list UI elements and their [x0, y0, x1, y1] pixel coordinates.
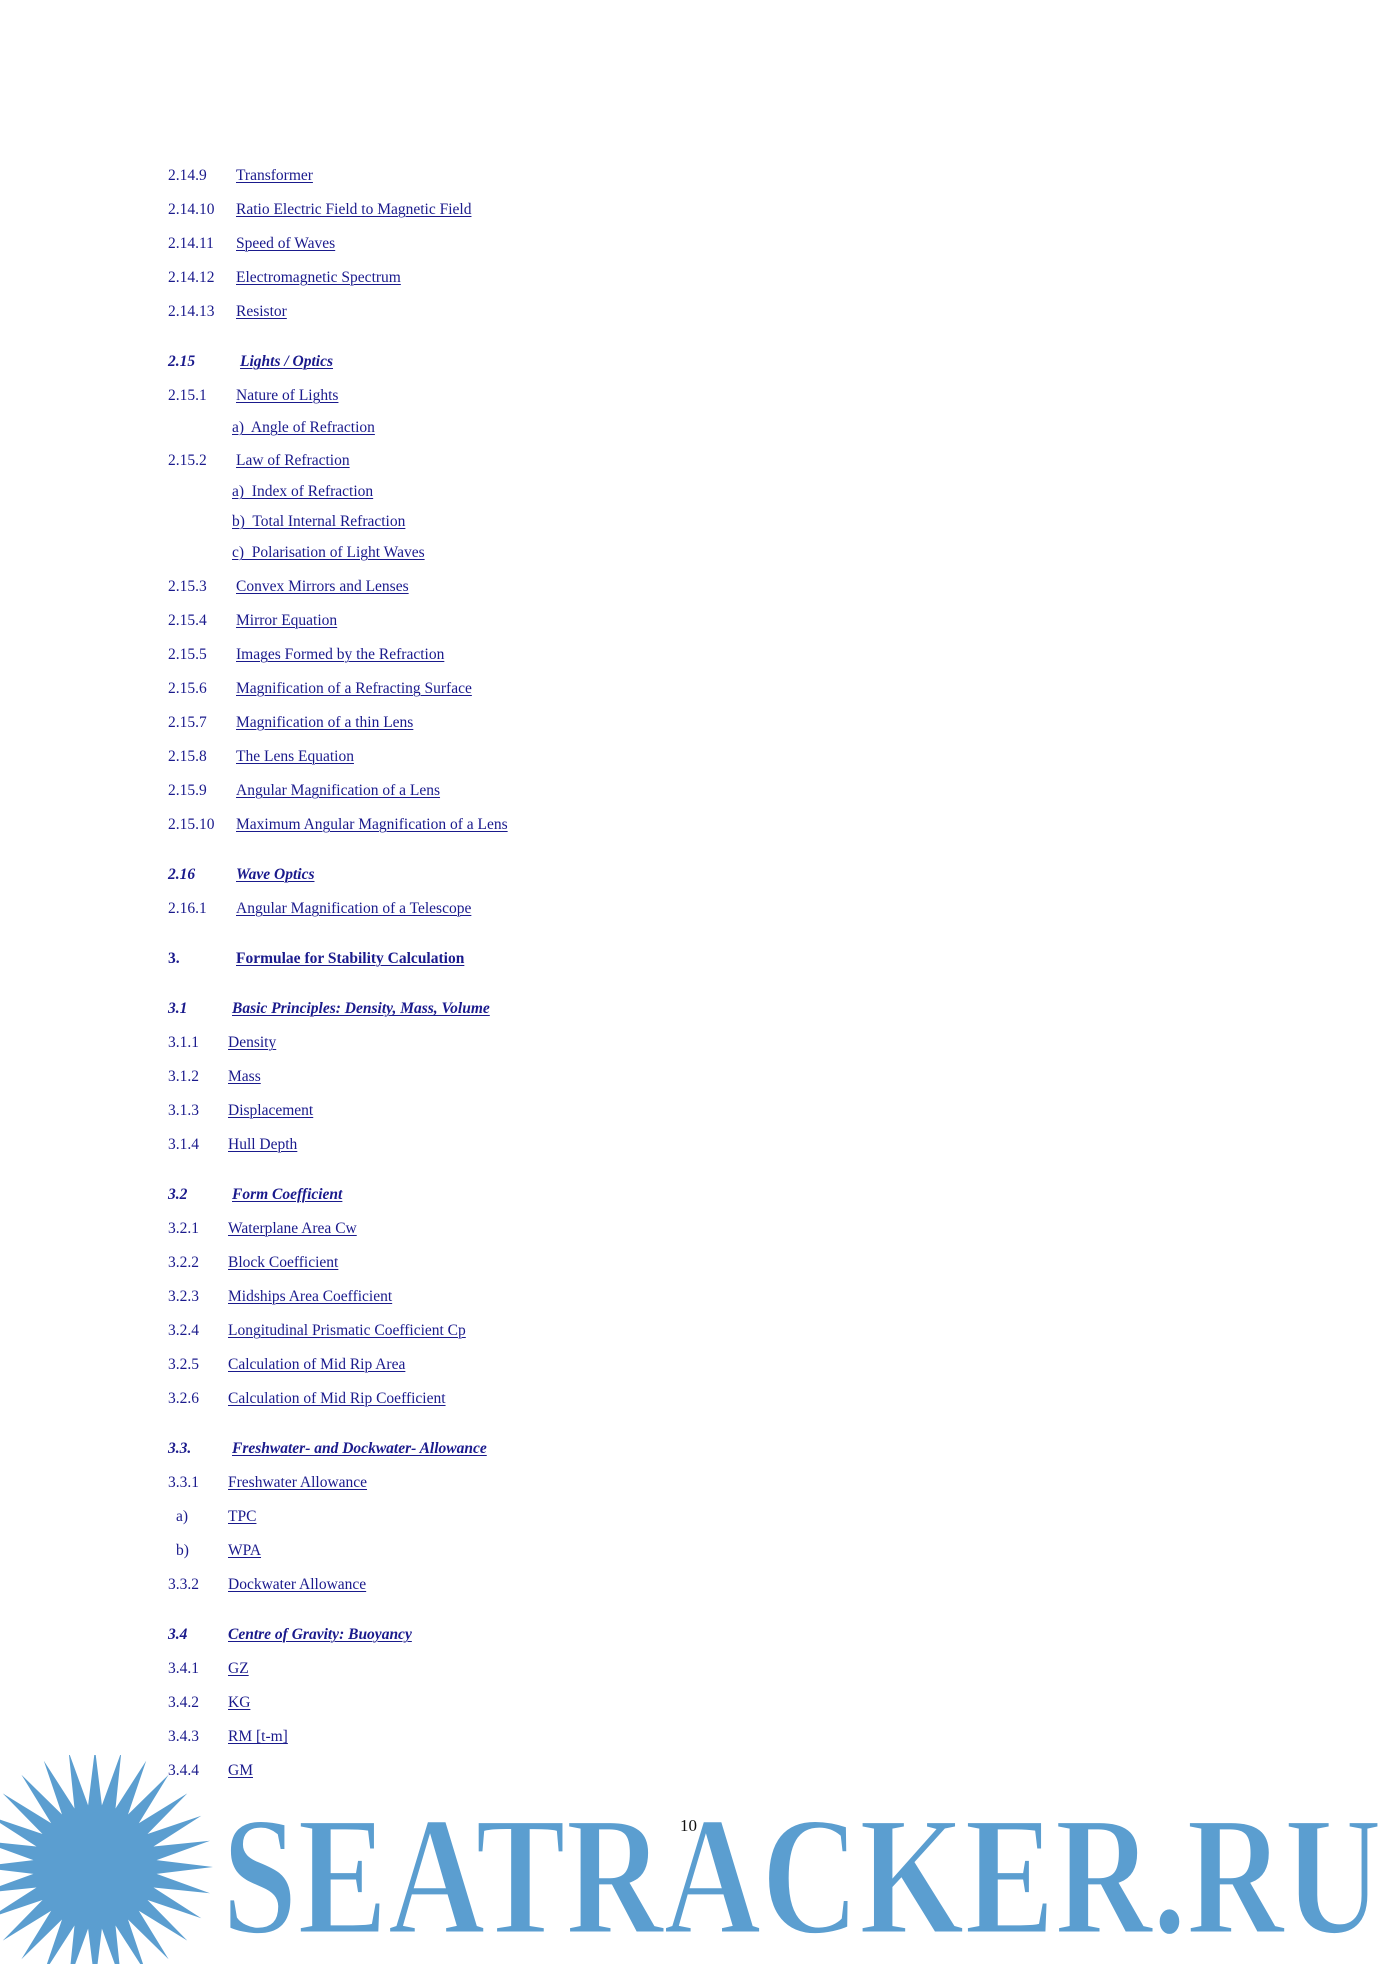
toc-entry-link[interactable]: [168, 268, 401, 288]
toc-entry-number: 3.: [168, 950, 180, 967]
toc-entry-number: 3.4.3: [168, 1728, 199, 1745]
toc-entry-number: 3.2: [168, 1186, 188, 1203]
toc-entry-number: 2.14.11: [168, 235, 214, 252]
toc-entry-number: 2.14.13: [168, 303, 215, 320]
toc-entry-title: Basic Principles: Density, Mass, Volume: [232, 1000, 490, 1017]
toc-entry-number: 3.2.1: [168, 1220, 199, 1237]
toc-entry-title: Hull Depth: [228, 1136, 298, 1153]
toc-entry-title: GM: [228, 1762, 253, 1779]
toc-entry-link[interactable]: [168, 1033, 276, 1053]
toc-entry-link[interactable]: [168, 1659, 249, 1679]
toc-section-link[interactable]: [168, 949, 464, 969]
toc-entry-number: 2.15.4: [168, 612, 207, 629]
toc-entry-title: Maximum Angular Magnification of a Lens: [236, 816, 508, 833]
toc-entry-number: 2.15.1: [168, 387, 207, 404]
toc-entry-number: 3.4.4: [168, 1762, 199, 1779]
toc-section-link[interactable]: [168, 999, 490, 1019]
toc-entry-title: Freshwater- and Dockwater- Allowance: [232, 1440, 487, 1457]
toc-entry-title: Speed of Waves: [236, 235, 336, 252]
toc-entry-link[interactable]: [168, 1253, 338, 1273]
toc-entry-number: 3.2.5: [168, 1356, 199, 1373]
sun-icon: [0, 1755, 213, 1964]
toc-entry-number: 3.1: [168, 1000, 188, 1017]
toc-entry-link[interactable]: [168, 1219, 357, 1239]
toc-entry-title: Longitudinal Prismatic Coefficient Cp: [228, 1322, 466, 1339]
toc-entry-title: Resistor: [236, 303, 287, 320]
toc-entry-link[interactable]: [168, 747, 354, 767]
toc-entry-number: 2.14.10: [168, 201, 215, 218]
toc-entry-title: Magnification of a Refracting Surface: [236, 680, 472, 697]
page-number: 10: [680, 1816, 697, 1835]
toc-entry-link[interactable]: [168, 200, 471, 220]
toc-entry-title: Dockwater Allowance: [228, 1576, 367, 1593]
toc-entry-number: 3.1.2: [168, 1068, 199, 1085]
toc-entry-number: 3.2.2: [168, 1254, 199, 1271]
toc-entry-number: 2.15.6: [168, 680, 207, 697]
toc-section-link[interactable]: [168, 865, 314, 885]
toc-entry-link[interactable]: [176, 1541, 261, 1561]
toc-entry-number: 3.4: [168, 1626, 188, 1643]
toc-entry-link[interactable]: [232, 543, 425, 563]
toc-entry-title: Calculation of Mid Rip Area: [228, 1356, 406, 1373]
toc-entry-link[interactable]: [168, 302, 287, 322]
toc-entry-number: b): [176, 1542, 189, 1559]
toc-entry-title: a) Index of Refraction: [232, 483, 374, 500]
toc-entry-link[interactable]: [168, 1287, 392, 1307]
toc-entry-title: Midships Area Coefficient: [228, 1288, 393, 1305]
toc-entry-number: 2.16.1: [168, 900, 207, 917]
toc-entry-link[interactable]: [168, 1473, 367, 1493]
toc-entry-title: The Lens Equation: [236, 748, 354, 765]
toc-entry-link[interactable]: [168, 679, 472, 699]
toc-entry-number: 3.2.6: [168, 1390, 199, 1407]
toc-entry-link[interactable]: [168, 1067, 261, 1087]
toc-entry-number: a): [176, 1508, 189, 1525]
toc-entry-title: Formulae for Stability Calculation: [236, 950, 465, 967]
toc-entry-number: 2.15.2: [168, 452, 207, 469]
toc-entry-title: Electromagnetic Spectrum: [236, 269, 401, 286]
toc-entry-title: Lights / Optics: [240, 353, 334, 370]
toc-entry-link[interactable]: [168, 234, 335, 254]
toc-entry-title: KG: [228, 1694, 251, 1711]
toc-entry-title: Waterplane Area Cw: [228, 1220, 357, 1237]
toc-entry-title: Law of Refraction: [236, 452, 350, 469]
toc-entry-link[interactable]: [168, 1575, 366, 1595]
toc-entry-number: 3.3.1: [168, 1474, 199, 1491]
toc-entry-number: 3.4.1: [168, 1660, 199, 1677]
toc-section-link[interactable]: [168, 352, 333, 372]
toc-entry-number: 2.15.7: [168, 714, 207, 731]
toc-entry-title: RM [t-m]: [228, 1728, 288, 1745]
toc-entry-number: 2.15: [168, 353, 196, 370]
toc-entry-title: Mirror Equation: [236, 612, 338, 629]
toc-entry-link[interactable]: [168, 1135, 297, 1155]
toc-entry-number: 2.15.9: [168, 782, 207, 799]
toc-entry-link[interactable]: [232, 512, 405, 532]
toc-entry-link[interactable]: [168, 1321, 466, 1341]
toc-entry-title: Form Coefficient: [232, 1186, 343, 1203]
toc-entry-title: Freshwater Allowance: [228, 1474, 368, 1491]
toc-entry-title: Ratio Electric Field to Magnetic Field: [236, 201, 472, 218]
toc-entry-title: WPA: [228, 1542, 262, 1559]
toc-section-link[interactable]: [168, 1439, 487, 1459]
toc-entry-link[interactable]: [168, 815, 508, 835]
toc-entry-title: Wave Optics: [236, 866, 315, 883]
toc-entry-title: a) Angle of Refraction: [232, 419, 375, 436]
toc-entry-title: Displacement: [228, 1102, 314, 1119]
toc-entry-link[interactable]: [232, 482, 373, 502]
toc-entry-link[interactable]: [168, 1389, 446, 1409]
toc-entry-number: 2.15.5: [168, 646, 207, 663]
toc-entry-title: Nature of Lights: [236, 387, 339, 404]
toc-entry-number: 2.15.8: [168, 748, 207, 765]
watermark-logo: [0, 1755, 1389, 1964]
watermark-text: SEATRACKER.RU: [222, 1782, 1382, 1964]
toc-entry-title: Centre of Gravity: Buoyancy: [228, 1626, 412, 1643]
toc-entry-link[interactable]: [168, 451, 350, 471]
toc-section-link[interactable]: [168, 1625, 412, 1645]
toc-entry-number: 3.2.3: [168, 1288, 199, 1305]
toc-entry-link[interactable]: [168, 611, 337, 631]
toc-entry-number: 3.2.4: [168, 1322, 199, 1339]
toc-entry-title: Block Coefficient: [228, 1254, 339, 1271]
toc-entry-link[interactable]: [168, 645, 444, 665]
toc-entry-link[interactable]: [168, 1355, 405, 1375]
toc-entry-title: Density: [228, 1034, 277, 1051]
toc-entry-title: Convex Mirrors and Lenses: [236, 578, 409, 595]
toc-entry-number: 3.1.3: [168, 1102, 199, 1119]
toc-entry-number: 3.3.2: [168, 1576, 199, 1593]
toc-entry-link[interactable]: [168, 1727, 288, 1747]
toc-entry-link[interactable]: [176, 1507, 256, 1527]
toc-entry-title: Mass: [228, 1068, 261, 1085]
toc-entry-number: 3.1.4: [168, 1136, 199, 1153]
toc-entry-title: TPC: [228, 1508, 257, 1525]
toc-entry-link[interactable]: [168, 1693, 250, 1713]
toc-entry-title: Transformer: [236, 167, 313, 184]
toc-entry-title: Calculation of Mid Rip Coefficient: [228, 1390, 446, 1407]
toc-section-link[interactable]: [168, 1185, 342, 1205]
toc-entry-title: Angular Magnification of a Telescope: [236, 900, 472, 917]
toc-entry-link[interactable]: [168, 386, 338, 406]
toc-entry-number: 3.4.2: [168, 1694, 199, 1711]
toc-entry-number: 2.14.12: [168, 269, 215, 286]
toc-entry-link[interactable]: [168, 781, 440, 801]
toc-entry-link[interactable]: [168, 1101, 313, 1121]
sunburst-rays: [0, 1755, 213, 1964]
toc-entry-title: c) Polarisation of Light Waves: [232, 544, 425, 561]
toc-entry-link[interactable]: [168, 577, 409, 597]
toc-entry-link[interactable]: [168, 166, 313, 186]
toc-entry-number: 3.3.: [168, 1440, 192, 1457]
toc-entry-title: Images Formed by the Refraction: [236, 646, 445, 663]
toc-entry-title: GZ: [228, 1660, 249, 1677]
toc-entry-number: 2.16: [168, 866, 196, 883]
toc-entry-link[interactable]: [168, 899, 471, 919]
toc-entry-link[interactable]: [168, 713, 413, 733]
toc-entry-link[interactable]: [232, 418, 375, 438]
toc-entry-title: Angular Magnification of a Lens: [236, 782, 441, 799]
toc-entry-title: Magnification of a thin Lens: [236, 714, 414, 731]
toc-entry-number: 3.1.1: [168, 1034, 199, 1051]
toc-entry-title: b) Total Internal Refraction: [232, 513, 406, 530]
toc-entry-number: 2.15.10: [168, 816, 215, 833]
toc-entry-number: 2.15.3: [168, 578, 207, 595]
toc-entry-number: 2.14.9: [168, 167, 207, 184]
